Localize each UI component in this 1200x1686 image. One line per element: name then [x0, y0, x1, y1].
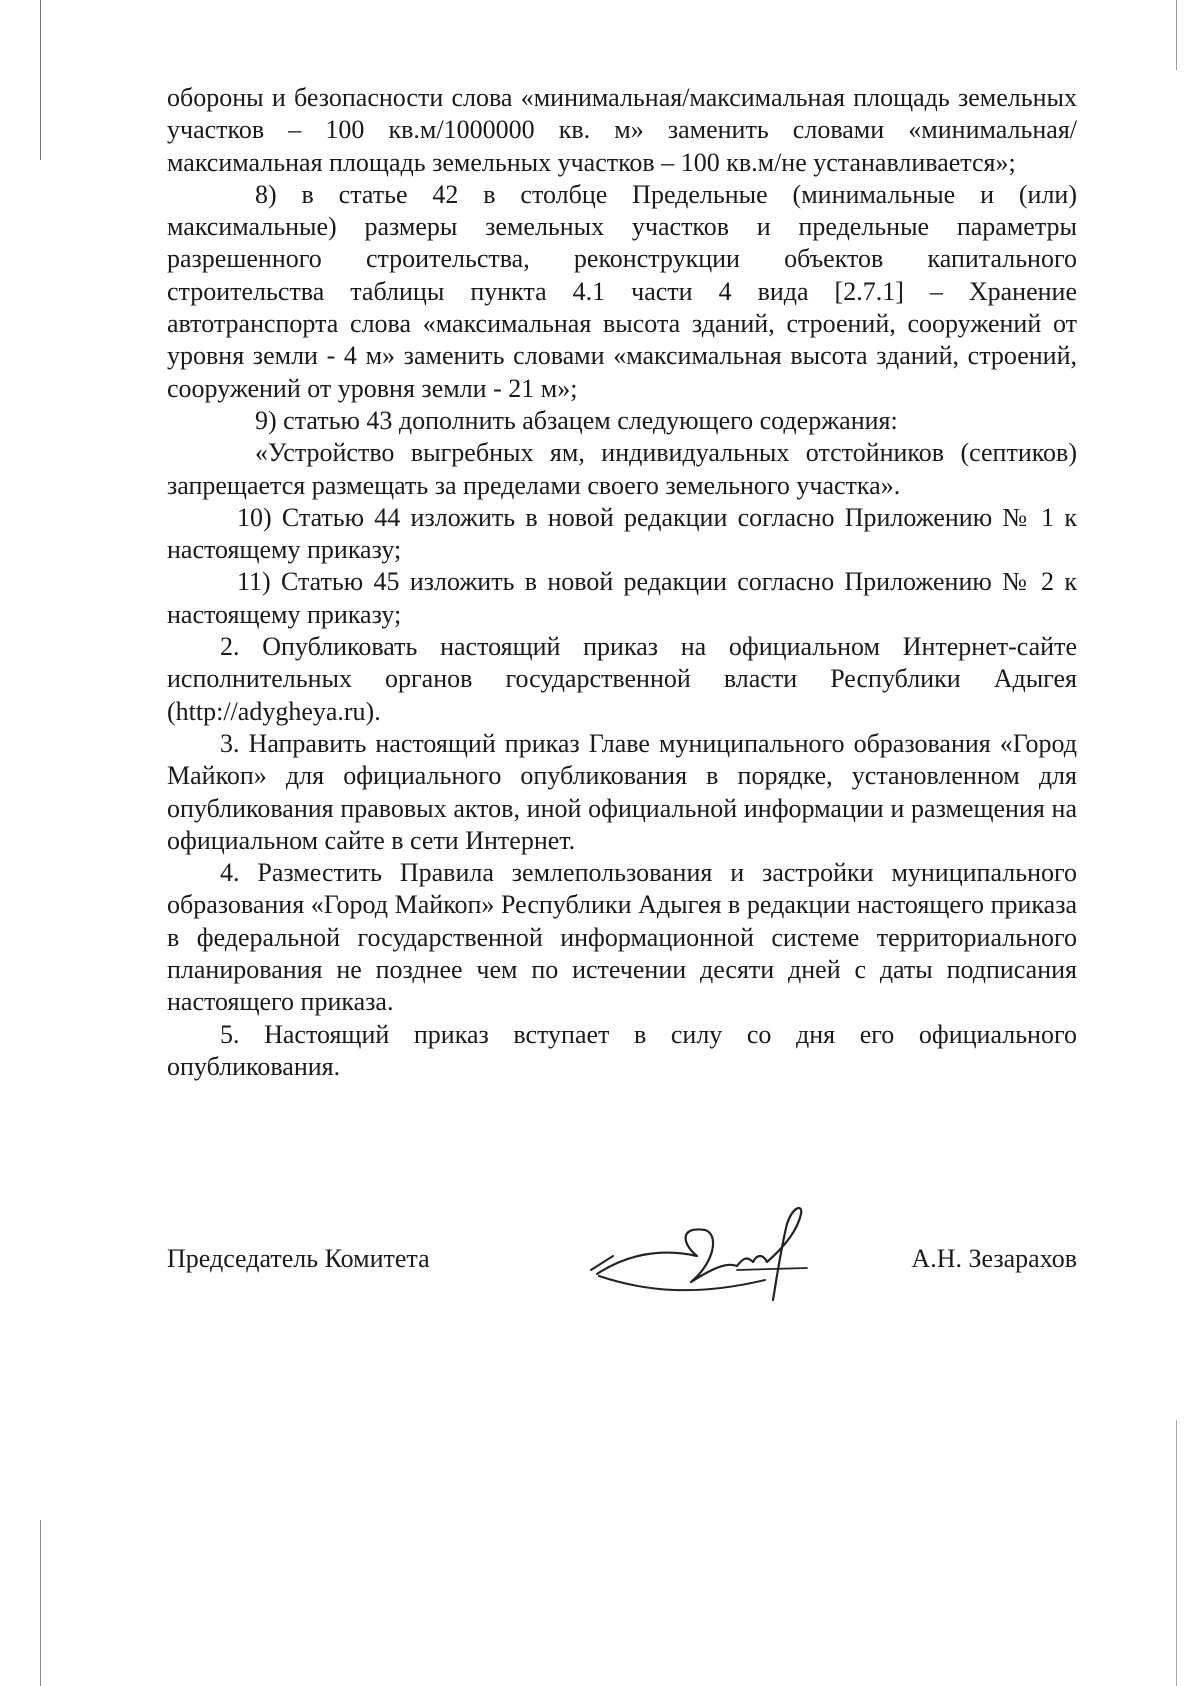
paragraph-point-5: 5. Настоящий приказ вступает в силу со дня его официального опубликования.: [167, 1019, 1077, 1081]
scan-edge-left: [40, 0, 41, 1686]
paragraph-quote: «Устройство выгребных ям, индивидуальных отстойников (септиков) запрещается размещать за пределами своего земельного участка».: [167, 438, 1077, 500]
paragraph-1: обороны и безопасности слова «минимальная/максимальная площадь земельных участков – 100 кв.м/1000000 кв. м» заменить словами «минимальная/максимальная площадь земельных участков – 100 кв.м/не устанавливается»;: [167, 83, 1077, 177]
signatory-title: Председатель Комитета: [167, 1244, 430, 1273]
signatory-name: А.Н. Зезарахов: [911, 1244, 1077, 1273]
paragraph-item-10: 10) Статью 44 изложить в новой редакции согласно Приложению № 1 к настоящему приказу;: [167, 502, 1077, 565]
paragraph-item-8: 8) в статье 42 в столбце Предельные (минимальные и (или) максимальные) размеры земельных участков и предельные параметры разрешенного строительства, реконструкции объектов капитального строительства таблицы пункта 4.1 части 4 вида [2.7.1] – Хранение автотранспорта слова «максимальная высота зданий, строений, сооружений от уровня земли - 4 м» заменить словами «максимальная высота зданий, строений, сооружений от уровня земли - 21 м»;: [167, 179, 1077, 403]
handwritten-signature: [587, 1196, 817, 1316]
paragraph-item-11: 11) Статью 45 изложить в новой редакции согласно Приложению № 2 к настоящему приказу;: [167, 567, 1077, 629]
scan-edge-right: [1176, 0, 1177, 1686]
paragraph-point-4: 4. Разместить Правила землепользования и застройки муниципального образования «Город Майкоп» Республики Адыгея в редакции настоящего приказа в федеральной государственной информационной системе территориального планирования не позднее чем по истечении десяти дней с даты подписания настоящего приказа.: [167, 858, 1077, 1017]
document-body: [167, 82, 1077, 1083]
signature-row: [167, 1228, 1077, 1368]
paragraph-point-3: 3. Направить настоящий приказ Главе муниципального образования «Город Майкоп» для официального опубликования в порядке, установленном для опубликования правовых актов, иной официальной информации и размещения на официальном сайте в сети Интернет.: [167, 728, 1077, 855]
paragraph-item-9: 9) статью 43 дополнить абзацем следующего содержания:: [255, 405, 898, 435]
paragraph-point-2: 2. Опубликовать настоящий приказ на официальном Интернет-сайте исполнительных органов государственной власти Республики Адыгея (http://adygheya.ru).: [167, 632, 1077, 726]
